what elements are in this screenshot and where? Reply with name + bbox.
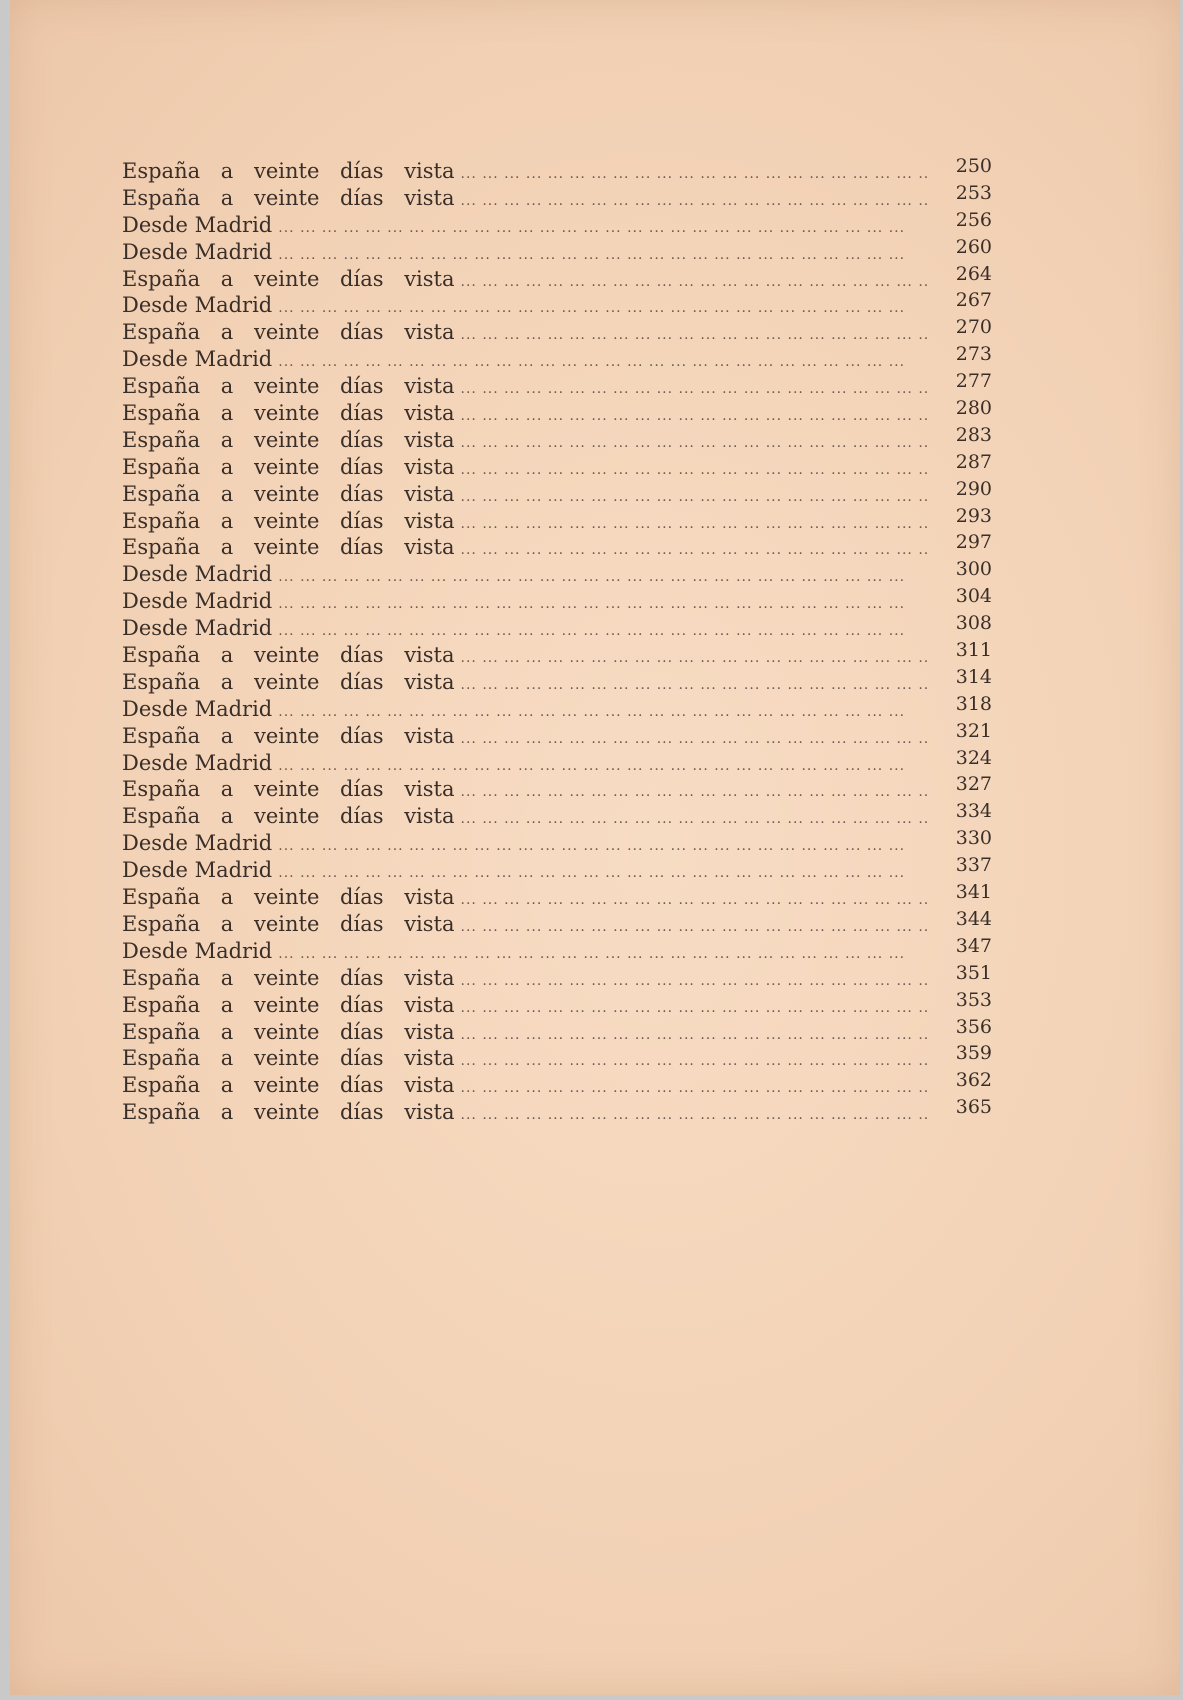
dot-leader — [461, 322, 928, 349]
entry-page-number: 359 — [955, 1042, 992, 1065]
dot-leader — [278, 242, 928, 269]
entry-title: España a veinte días vista — [122, 374, 455, 399]
entry-page-number: 267 — [955, 289, 992, 312]
entry-page-number: 341 — [955, 881, 992, 904]
entry-title: Desde Madrid — [122, 858, 273, 883]
entry-page-number: 260 — [955, 235, 992, 258]
entry-title: España a veinte días vista — [122, 320, 455, 345]
table-of-contents — [122, 155, 992, 1126]
toc-entry — [122, 665, 992, 696]
toc-entry — [122, 155, 992, 185]
dot-leader — [278, 941, 928, 968]
dot-leader — [278, 618, 928, 645]
dot-leader — [461, 484, 928, 511]
entry-page-number: 250 — [955, 155, 992, 177]
toc-entry — [122, 585, 992, 615]
dot-leader — [461, 430, 928, 457]
toc-entry — [122, 612, 992, 642]
entry-title: Desde Madrid — [122, 616, 273, 641]
dot-leader — [278, 753, 928, 780]
dot-leader — [461, 161, 928, 188]
entry-page-number: 253 — [955, 181, 992, 204]
dot-leader — [461, 269, 928, 296]
dot-leader — [461, 995, 928, 1022]
toc-entry — [122, 827, 992, 857]
entry-page-number: 334 — [955, 800, 992, 823]
entry-title: España a veinte días vista — [122, 185, 455, 210]
dot-leader — [461, 806, 928, 833]
entry-title: Desde Madrid — [122, 938, 273, 963]
entry-page-number: 280 — [955, 397, 992, 420]
entry-page-number: 344 — [955, 907, 992, 930]
entry-page-number: 293 — [955, 504, 992, 527]
entry-page-number: 356 — [955, 1015, 992, 1038]
entry-title: España a veinte días vista — [122, 454, 455, 479]
entry-title: España a veinte días vista — [122, 508, 455, 533]
entry-title: España a veinte días vista — [122, 266, 455, 291]
entry-page-number: 351 — [955, 961, 992, 984]
entry-page-number: 311 — [955, 639, 992, 662]
toc-entry — [122, 316, 992, 346]
toc-entry — [122, 181, 992, 212]
entry-title: Desde Madrid — [122, 347, 273, 372]
toc-entry — [122, 907, 992, 938]
dot-leader — [278, 860, 928, 887]
toc-entry — [122, 961, 992, 992]
dot-leader — [278, 833, 928, 860]
dot-leader — [461, 645, 928, 672]
dot-leader — [461, 188, 928, 215]
entry-page-number: 297 — [955, 531, 992, 554]
entry-page-number: 347 — [955, 934, 992, 957]
entry-title: España a veinte días vista — [122, 1100, 455, 1125]
toc-entry — [122, 504, 992, 535]
entry-title: Desde Madrid — [122, 750, 273, 775]
dot-leader — [278, 295, 928, 322]
toc-entry — [122, 262, 992, 293]
dot-leader — [461, 1048, 928, 1075]
entry-page-number: 330 — [955, 827, 992, 850]
dot-leader — [461, 1075, 928, 1102]
toc-entry — [122, 531, 992, 561]
entry-title: España a veinte días vista — [122, 481, 455, 506]
entry-title: España a veinte días vista — [122, 723, 455, 748]
toc-entry — [122, 934, 992, 965]
entry-page-number: 327 — [955, 773, 992, 796]
entry-title: Desde Madrid — [122, 293, 273, 318]
dot-leader — [461, 403, 928, 430]
entry-title: España a veinte días vista — [122, 965, 455, 990]
toc-entry — [122, 854, 992, 884]
entry-page-number: 264 — [955, 262, 992, 285]
dot-leader — [461, 726, 928, 753]
dot-leader — [278, 564, 928, 591]
toc-entry — [122, 289, 992, 319]
dot-leader — [461, 457, 928, 484]
entry-page-number: 314 — [955, 665, 992, 688]
dot-leader — [461, 914, 928, 941]
entry-title: España a veinte días vista — [122, 1073, 455, 1098]
entry-title: España a veinte días vista — [122, 159, 455, 183]
entry-page-number: 290 — [955, 477, 992, 500]
dot-leader — [461, 672, 928, 699]
toc-entry — [122, 1015, 992, 1046]
toc-entry — [122, 639, 992, 669]
dot-leader — [278, 215, 928, 242]
entry-title: Desde Madrid — [122, 831, 273, 856]
dot-leader — [278, 349, 928, 376]
toc-entry — [122, 235, 992, 266]
entry-page-number: 270 — [955, 316, 992, 339]
entry-page-number: 304 — [955, 585, 992, 608]
entry-title: España a veinte días vista — [122, 1019, 455, 1044]
entry-page-number: 362 — [955, 1069, 992, 1092]
entry-page-number: 321 — [955, 719, 992, 742]
entry-page-number: 273 — [955, 343, 992, 366]
toc-entry — [122, 1069, 992, 1099]
toc-entry — [122, 1096, 992, 1126]
toc-entry — [122, 881, 992, 911]
toc-entry — [122, 719, 992, 750]
book-page — [10, 0, 1180, 1695]
entry-title: Desde Madrid — [122, 562, 273, 587]
entry-page-number: 337 — [955, 854, 992, 877]
entry-page-number: 324 — [955, 746, 992, 769]
entry-title: Desde Madrid — [122, 696, 273, 721]
dot-leader — [278, 591, 928, 618]
entry-title: España a veinte días vista — [122, 427, 455, 452]
dot-leader — [461, 376, 928, 403]
entry-page-number: 308 — [955, 612, 992, 635]
dot-leader — [461, 1022, 928, 1049]
dot-leader — [278, 699, 928, 726]
entry-title: España a veinte días vista — [122, 643, 455, 668]
dot-leader — [461, 779, 928, 806]
entry-title: España a veinte días vista — [122, 669, 455, 694]
dot-leader — [461, 1102, 928, 1129]
entry-page-number: 300 — [955, 558, 992, 581]
entry-title: España a veinte días vista — [122, 777, 455, 802]
toc-entry — [122, 450, 992, 481]
dot-leader — [461, 968, 928, 995]
entry-title: Desde Madrid — [122, 589, 273, 614]
toc-entry — [122, 692, 992, 723]
toc-entry — [122, 423, 992, 454]
entry-page-number: 283 — [955, 423, 992, 446]
entry-page-number: 256 — [955, 208, 992, 231]
toc-entry — [122, 343, 992, 373]
toc-entry — [122, 746, 992, 777]
entry-title: España a veinte días vista — [122, 401, 455, 426]
toc-entry — [122, 397, 992, 427]
entry-page-number: 318 — [955, 692, 992, 715]
toc-entry — [122, 370, 992, 400]
entry-page-number: 277 — [955, 370, 992, 393]
entry-title: España a veinte días vista — [122, 885, 455, 910]
entry-page-number: 287 — [955, 450, 992, 473]
toc-entry — [122, 208, 992, 239]
toc-entry — [122, 558, 992, 588]
toc-entry — [122, 477, 992, 508]
dot-leader — [461, 537, 928, 564]
entry-title: España a veinte días vista — [122, 804, 455, 829]
entry-title: España a veinte días vista — [122, 1046, 455, 1071]
entry-title: Desde Madrid — [122, 212, 273, 237]
toc-entry — [122, 988, 992, 1019]
entry-title: España a veinte días vista — [122, 911, 455, 936]
dot-leader — [461, 511, 928, 538]
entry-title: España a veinte días vista — [122, 535, 455, 560]
dot-leader — [461, 887, 928, 914]
toc-entry — [122, 1042, 992, 1072]
toc-entry — [122, 773, 992, 803]
entry-title: Desde Madrid — [122, 239, 273, 264]
entry-title: España a veinte días vista — [122, 992, 455, 1017]
entry-page-number: 365 — [955, 1096, 992, 1119]
entry-page-number: 353 — [955, 988, 992, 1011]
toc-entry — [122, 800, 992, 830]
